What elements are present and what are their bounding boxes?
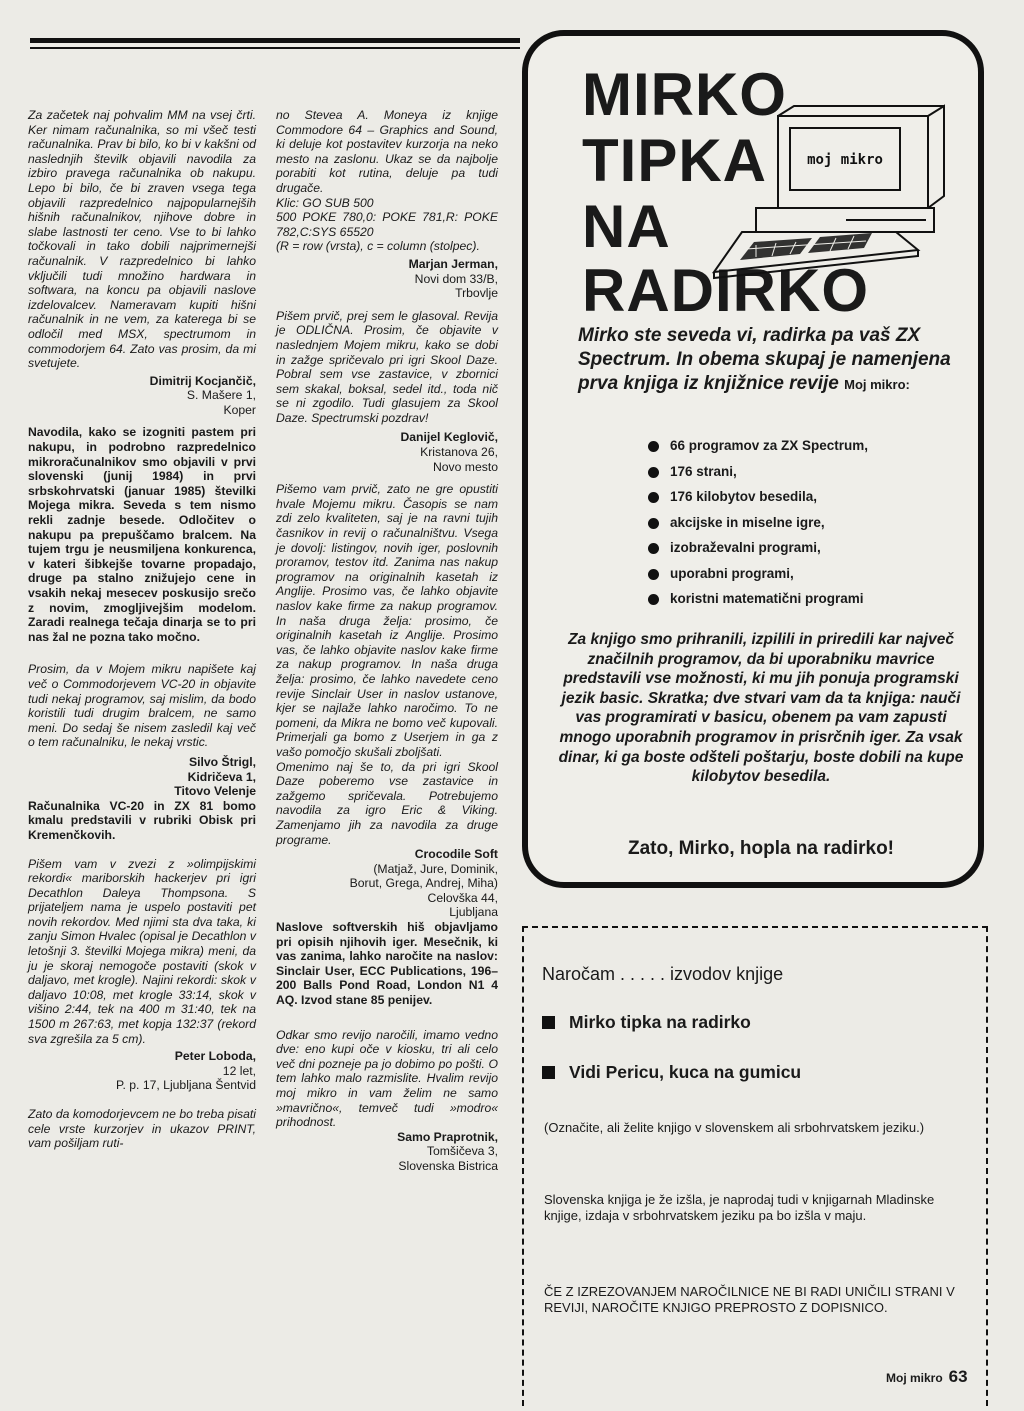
signature-strigl: Silvo Štrigl, Kidričeva 1, Titovo Velenje (174, 754, 256, 799)
ad-slogan: Zato, Mirko, hopla na radirko! (627, 838, 895, 859)
ad-body: Za knjigo smo prihranili, izpilili in priredili kar največ značilnih programov, da bi uporabniku mavrice predstavili vse možnosti, ki mu jih ponuja programski jezik basic. Skratka; dve stvari vam da ta knjiga: nauči vas programirati v basicu, obenem pa vam zapusti mnogo uporabnih programov in prisrčnih iger. Za vsak dinar, ki ga boste odšteli poštarju, boste dobili na kupe kilobytov besedila. (558, 631, 964, 786)
order-coupon (522, 926, 988, 1406)
header-rule-thick (30, 38, 520, 43)
ad-title-line-2: TIPKA (582, 127, 767, 194)
mid-column (276, 108, 498, 1174)
book-ad-box (522, 30, 984, 888)
reply-vc20: Računalnika VC-20 in ZX 81 bomo kmalu predstavili v rubriki Obisk pri Kremenčkovih. (28, 798, 256, 842)
reply-sinclair-user: Naslove softverskih hiš objavljamo pri opisih njihovih iger. Mesečnik, ki vas zanima, lahko naročite na naslov: Sinclair User, ECC Publications, 196–200 Balls Pond Road, London N1 4 AQ. Izvod stane 85 penijev. (276, 920, 498, 1008)
ad-title-line-4: RADIRKO (582, 257, 869, 324)
bullet-item: 176 kilobytov besedila, (648, 489, 868, 515)
header-rule-thin (30, 47, 520, 49)
order-note-postcard: ČE Z IZREZOVANJEM NAROČILNICE NE BI RADI UNIČILI STRANI V REVIJI, NAROČITE KNJIGO PREPROSTO Z DOPISNICO. (544, 1284, 955, 1315)
computer-illustration (696, 102, 956, 280)
ad-bullet-list (648, 438, 868, 617)
page-number: 63 (948, 1367, 968, 1386)
signature-crocodile: Crocodile Soft (Matjaž, Jure, Dominik, Borut, Grega, Andrej, Miha) Celovška 44, Ljubljana (349, 847, 498, 920)
letter-strigl: Prosim, da v Mojem mikru napišete kaj več o Commodorjevem VC-20 in objavite tudi nekaj programov, saj mislim, da bodo koristili tudi drugim bralcem, ne samo meni. Do sedaj še nisem zasledil kaj več o tem računalniku, le nekaj vrstic. (28, 662, 256, 750)
screen-text: moj mikro (807, 152, 883, 168)
letter-praprotnik: Odkar smo revijo naročili, imamo vedno dve: eno kupi oče v kiosku, tri ali celo več dni pozneje pa jo dobimo po pošti. O tem lahko malo razmislite. Hvalim revijo moj mikro in vam želim ne samo »mavrično«, temveč tudi »modro« prihodnost. (276, 1027, 498, 1130)
left-column (28, 108, 256, 1160)
signature-loboda: Peter Loboda, 12 let, P. p. 17, Ljubljana Šentvid (115, 1049, 256, 1093)
order-option-perica[interactable]: Vidi Pericu, kuca na gumicu (542, 1062, 801, 1083)
order-note-availability: Slovenska knjiga je že izšla, je naprodaj tudi v knjigarnah Mladinske knjige, izdaja v srbohrvatskem jeziku pa bo izšla v maju. (544, 1192, 935, 1223)
letter-crocodile-2: Omenimo naj še to, da pri igri Skool Daze poberemo vse zastavice in zažgemo spričevala. Potrebujemo navodila za igro Eric & Viking. Zamenjamo jih za navodila za druge programe. (276, 759, 498, 847)
letter-keglovic: Pišem prvič, prej sem le glasoval. Revija je ODLIČNA. Prosim, če objavite v naslednjem Mojem mikru, kako se dobi in zažge spričevalo pri igri Skool Daze. Pobral sem vse zastavice, v zbornici sem skakal, boksal, sedel itd., toda nič se ni zgodilo. Tudi glasujem za Skool Daze. Spectrumski pozdrav! (276, 308, 498, 425)
magazine-name: Moj mikro (886, 1371, 943, 1385)
signature-praprotnik: Samo Praprotnik, Tomšičeva 3, Slovenska Bistrica (397, 1129, 498, 1173)
signature-jerman: Marjan Jerman, Novi dom 33/B, Trbovlje (408, 256, 498, 301)
bullet-item: 66 programov za ZX Spectrum, (648, 438, 868, 464)
ad-lead: Mirko ste seveda vi, radirka pa vaš ZX Spectrum. In obema skupaj je namenjena prva knjiga iz knjižnice revije Moj mikro: (578, 325, 951, 394)
bullet-item: koristni matematični programi (648, 591, 868, 617)
bullet-item: 176 strani, (648, 464, 868, 490)
code-listing: Klic: GO SUB 500 500 POKE 780,0: POKE 781,R: POKE 782,C:SYS 65520 (R = row (vrsta), c = column (stolpec). (276, 195, 498, 254)
bullet-item: izobraževalni programi, (648, 540, 868, 566)
ad-title-line-3: NA (582, 193, 671, 260)
letter-loboda: Pišem vam v zvezi z »olimpijskimi rekordi« mariborskih hackerjev pri igri Decathlon Daleya Thompsona. S prijateljem nama je uspelo postaviti pet novih rekordov. Med njimi sta dva taka, ki zanju Simon Hvalec (opisal je Decathlon v letošnji 3. številki Mojega mikra) meni, da ju je skoraj nemogoče postaviti (skok v daljavo, met krogle). Najini rekordi: skok v daljavo 10:08, met krogle 33:14, skok v višino 2:44, tek na 400 m 31:40, tek na 1500 m 267:63, met kopja 132:37 (rekord sva zgrešila za 5 cm). (28, 856, 256, 1046)
letter-money: no Stevea A. Moneya iz knjige Commodore 64 – Graphics and Sound, ki deluje kot postavitev kurzorja na neko mesto na zaslonu. Ukaz se da najbolje porabiti kot rutina, deluje pa tudi drugače. (276, 108, 498, 195)
signature-kocjancic: Dimitrij Kocjančič, S. Mašere 1, Koper (149, 373, 256, 417)
signature-keglovic: Danijel Keglovič, Kristanova 26, Novo mesto (400, 430, 498, 474)
letter-crocodile: Pišemo vam prvič, zato ne gre opustiti hvale Mojemu mikru. Časopis se nam zdi zelo kvaliteten, saj je na ravni tujih časnikov in revij o računalništvu. Vsega je dovolj: listingov, novih iger, poslovnih proramov, testov itd. Zanima nas nakup programov na originalnih kasetah iz Anglije. Prosimo vas, če lahko objavite naslov kake firme za nakup programov. In naša druga želja: prosimo, če originalnih kasetah iz Anglije. Prosimo vas, če lahko objavite naslov kake firme za nakup programov. In naša druga želja: prosimo, če lahko navedete ceno revije Sinclair User in naslov ustanove, kjer se najlaže lahko naročimo. To ne pomeni, da Mikra ne bomo več kupovali. Primerjali ga bomo z Userjem in ga z vašo pomočjo skušali zboljšati. (276, 482, 498, 759)
order-note-language: (Označite, ali želite knjigo v slovenskem ali srbohrvatskem jeziku.) (544, 1120, 925, 1135)
page-footer (886, 1367, 968, 1387)
letter-kocjancic: Za začetek naj pohvalim MM na vsej črti. Ker nimam računalnika, so mi všeč testi računalnika. Prav bi bilo, ko bi v kakšni od naslednjih številk objavili navodila za izbiro pravega računalnika ob nakupu. Lepo bi bilo, če bi zraven vsega tega objavili razpredelnico najpopularnejših hišnih računalnikov, njihove dobre in slabe lastnosti ter ceno. Vse to bi lahko točkovali in tako dobili najprimernejši računalnik. V razpredelnico bi lahko vključili tudi množino hardwara in softwara, na koncu pa objavili naslove izdelovalcev. Nameravam kupiti hišni računalnik in ne vem, za katerega bi se odločil med MSX, spectrumom in commodorjem 64. Zato vas prosim, da mi svetujete. (28, 108, 256, 371)
checkbox-square-icon (542, 1016, 555, 1029)
reply-nakup: Navodila, kako se izogniti pastem pri nakupu, in podrobno razpredelnico mikroračunalnikov smo objavili v prvi slovenski (junij 1984) in prvi srbskohrvatski (januar 1985) številki Mojega mikra. Seveda s tem nismo rekli zadnje besede. Odločitev o nakupu pa prepuščamo bralcem. Na tujem trgu je neusmiljena konkurenca, v kateri šibkejše tovarne propadajo, druge pa stalno znižujejo cene in vsakih nekaj mesecev poskusijo srečo z novim, zmogljivejšim modelom. Zaradi realnega tečaja dinarja se to pri nas žal ne pozna tako močno. (28, 425, 256, 644)
letter-ruti: Zato da komodorjevcem ne bo treba pisati cele vrste kurzorjev in ukazov PRINT, vam pošiljam ruti- (28, 1107, 256, 1151)
order-title: Naročam . . . . . izvodov knjige (542, 964, 784, 984)
checkbox-square-icon (542, 1066, 555, 1079)
bullet-item: uporabni programi, (648, 566, 868, 592)
ad-title-line-1: MIRKO (582, 61, 787, 128)
bullet-item: akcijske in miselne igre, (648, 515, 868, 541)
order-option-mirko[interactable]: Mirko tipka na radirko (542, 1012, 751, 1033)
